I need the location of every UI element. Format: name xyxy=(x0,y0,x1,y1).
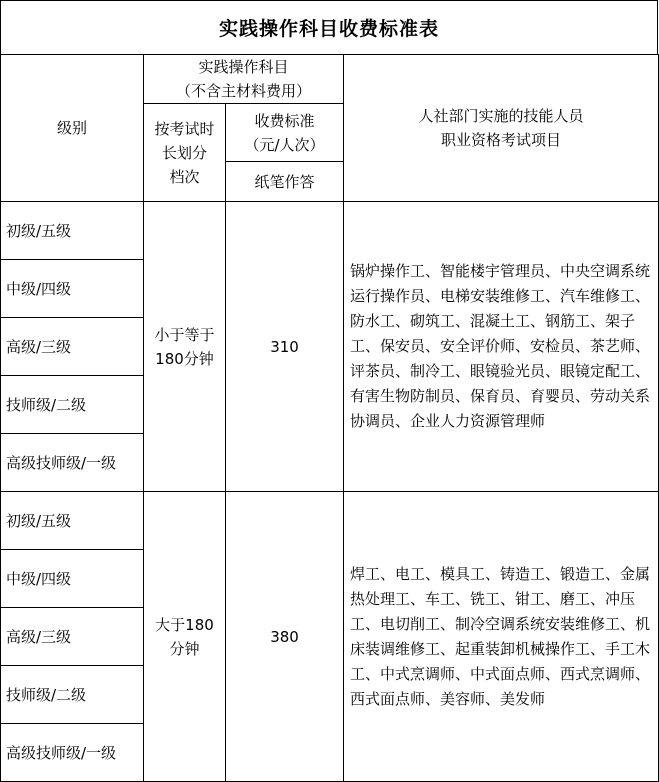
header-row-1 xyxy=(1,55,659,104)
duration-line1: 小于等于 xyxy=(154,325,215,344)
page-title: 实践操作科目收费标准表 xyxy=(218,17,439,40)
duration-line2: 180分钟 xyxy=(155,349,214,368)
subject-header-line2: （不含主材料费用） xyxy=(176,82,312,100)
level-cell: 高级技师级/一级 xyxy=(1,434,144,492)
fee-cell: 380 xyxy=(226,492,344,782)
level-cell: 高级/三级 xyxy=(1,318,144,376)
duration-header-line2: 长划分 xyxy=(161,143,207,162)
duration-line1: 大于180 xyxy=(155,615,214,634)
duration-line2: 分钟 xyxy=(169,639,200,658)
level-header: 级别 xyxy=(1,55,144,202)
level-cell: 初级/五级 xyxy=(1,202,144,260)
fee-table xyxy=(0,54,659,782)
written-header: 纸笔作答 xyxy=(226,162,344,202)
occupation-list: 焊工、电工、模具工、铸造工、锻造工、金属热处理工、车工、铣工、钳工、磨工、冲压工、电切削工、制冷空调系统安装维修工、机床装调维修工、起重装卸机械操作工、手工木工、中式烹调师、中式面点师、西式烹调师、西式面点师、美容师、美发师 xyxy=(344,492,659,782)
subject-header-line1: 实践操作科目 xyxy=(198,58,289,76)
fee-header xyxy=(226,104,344,162)
level-cell: 高级/三级 xyxy=(1,608,144,666)
duration-cell xyxy=(144,202,226,492)
table-row xyxy=(1,202,659,260)
level-cell: 中级/四级 xyxy=(1,260,144,318)
items-header-line2: 职业资格考试项目 xyxy=(441,131,562,149)
duration-header-line3: 档次 xyxy=(169,167,200,186)
items-header xyxy=(344,55,659,202)
duration-header-line1: 按考试时 xyxy=(154,119,215,138)
items-header-line1: 人社部门实施的技能人员 xyxy=(418,107,584,125)
level-cell: 技师级/二级 xyxy=(1,376,144,434)
level-cell: 初级/五级 xyxy=(1,492,144,550)
fee-cell: 310 xyxy=(226,202,344,492)
duration-cell xyxy=(144,492,226,782)
level-cell: 中级/四级 xyxy=(1,550,144,608)
fee-header-line2: （元/人次） xyxy=(244,135,325,154)
level-cell: 技师级/二级 xyxy=(1,666,144,724)
occupation-list: 锅炉操作工、智能楼宇管理员、中央空调系统运行操作员、电梯安装维修工、汽车维修工、防水工、砌筑工、混凝土工、钢筋工、架子工、保安员、安全评价师、安检员、茶艺师、评茶员、制冷工、眼镜验光员、眼镜定配工、有害生物防制员、保育员、育婴员、劳动关系协调员、企业人力资源管理师 xyxy=(344,202,659,492)
duration-header xyxy=(144,104,226,202)
level-cell: 高级技师级/一级 xyxy=(1,724,144,782)
table-row xyxy=(1,492,659,550)
subject-header xyxy=(144,55,344,104)
fee-header-line1: 收费标准 xyxy=(254,111,315,130)
